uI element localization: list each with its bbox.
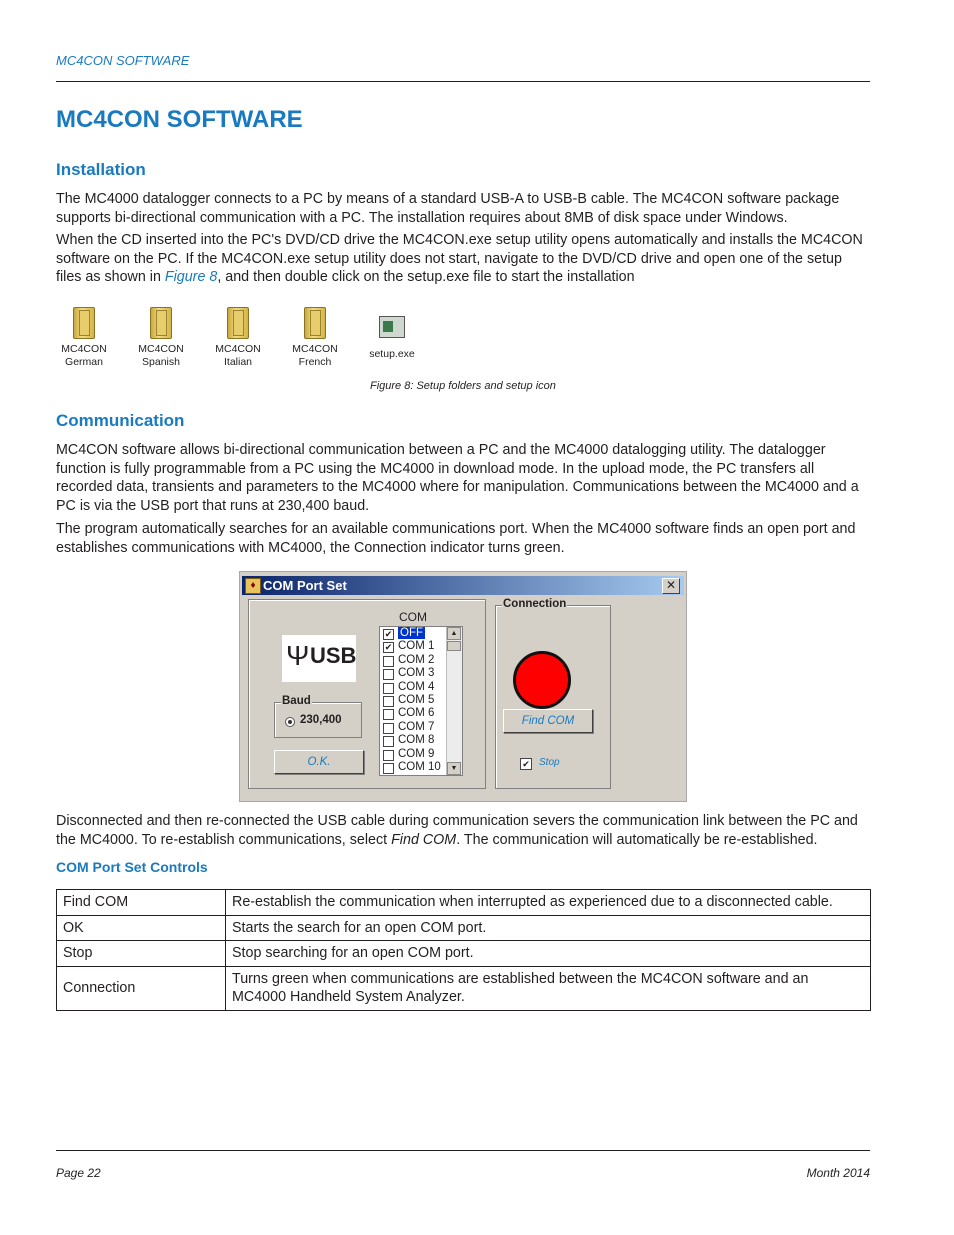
baud-radio[interactable] (285, 717, 295, 727)
controls-table (56, 889, 871, 1011)
scroll-up-icon[interactable]: ▲ (447, 627, 461, 640)
com-item-label: COM 9 (398, 747, 435, 760)
communication-heading: Communication (56, 411, 185, 430)
header-rule (56, 81, 870, 82)
folder-icon (73, 307, 95, 339)
folder-german[interactable]: MC4CON German (49, 307, 119, 369)
checkbox-icon[interactable]: ✔ (384, 629, 393, 639)
dialog-title: COM Port Set (263, 578, 347, 593)
footer-rule (56, 1150, 870, 1151)
baud-group (274, 695, 362, 738)
scroll-thumb[interactable] (447, 641, 461, 651)
control-description-cell: Turns green when communications are established between the MC4CON software and an MC4000 Handheld System Analyzer. (226, 966, 871, 1010)
checkbox-icon[interactable] (383, 723, 394, 734)
com-item-label: OFF (400, 627, 423, 639)
baud-value: 230,400 (300, 714, 342, 726)
reconnect-paragraph: Disconnected and then re-connected the USB cable during communication severs the communication link between the PC and the MC4000. To re-establish communications, select Find COM. The communication will automatically be re-established. (56, 813, 858, 848)
com-item-label: COM 1 (398, 640, 435, 653)
table-row (57, 966, 871, 1010)
running-head: MC4CON SOFTWARE (56, 53, 190, 68)
find-com-button[interactable]: Find COM (503, 709, 593, 733)
control-name-cell: OK (57, 915, 226, 941)
control-description-cell: Stop searching for an open COM port. (226, 941, 871, 967)
checkbox-icon[interactable] (383, 696, 394, 707)
connection-indicator (513, 651, 571, 709)
folder-french[interactable]: MC4CON French (280, 307, 350, 369)
close-button[interactable]: ✕ (662, 578, 680, 594)
checkbox-icon[interactable] (383, 656, 394, 667)
folder-italian[interactable]: MC4CON Italian (203, 307, 273, 369)
table-row (57, 915, 871, 941)
installation-para-2: When the CD inserted into the PC's DVD/CD drive the MC4CON.exe setup utility opens automatically and installs the MC4CON software on the PC. If the MC4CON.exe setup utility does not start, navigate to the DVD/CD drive and open one of the setup files as shown in Figure 8, and then double click on the setup.exe file to start the installation (56, 232, 863, 286)
control-name-cell: Stop (57, 941, 226, 967)
folder-spanish[interactable]: MC4CON Spanish (126, 307, 196, 369)
app-icon: ♦ (245, 578, 261, 594)
setup-exe[interactable]: setup.exe (357, 316, 427, 361)
checkbox-icon[interactable] (383, 736, 394, 747)
com-item-label: COM 5 (398, 693, 435, 706)
controls-heading: COM Port Set Controls (56, 859, 208, 875)
figure-8-link[interactable]: Figure 8 (164, 269, 218, 286)
com-label: COM (399, 610, 427, 624)
com-item-label: COM 8 (398, 734, 435, 747)
page-number: Page 22 (56, 1166, 101, 1180)
com-item-label: COM 6 (398, 707, 435, 720)
baud-label: Baud (282, 695, 311, 707)
setup-program-icon (379, 316, 405, 338)
com-item-label: COM 10 (398, 760, 441, 773)
installation-heading: Installation (56, 160, 146, 179)
folder-icon (304, 307, 326, 339)
page-title: MC4CON SOFTWARE (56, 106, 303, 133)
com-item-label: COM 2 (398, 653, 435, 666)
checkbox-icon[interactable] (383, 763, 394, 774)
control-description-cell: Starts the search for an open COM port. (226, 915, 871, 941)
dialog-titlebar[interactable] (242, 576, 684, 595)
com-item-label: COM 3 (398, 667, 435, 680)
checkbox-icon[interactable]: ✔ (384, 642, 393, 653)
communication-para-2: The program automatically searches for an available communications port. When the MC4000 software finds an open port and establishes communications with MC4000, the Connection indicator turns green. (56, 521, 856, 556)
table-row (57, 941, 871, 967)
com-item-label: COM 7 (398, 720, 435, 733)
communication-para-1: MC4CON software allows bi-directional communication between a PC and the MC4000 datalogging utility. The datalogger function is fully programmable from a PC using the MC4000 in download mode. In the upload mode, the PC transfers all recorded data, transients and parameters to the MC4000 where for manipulation. Communications between the MC4000 and a PC is via the USB port that runs at 230,400 baud. (56, 442, 859, 514)
checkbox-icon[interactable] (383, 750, 394, 761)
port-group (248, 599, 486, 789)
control-name-cell: Find COM (57, 890, 226, 916)
connection-label: Connection (503, 598, 567, 610)
scroll-down-icon[interactable]: ▼ (447, 762, 461, 775)
stop-label: Stop (539, 757, 560, 768)
com-list-scrollbar[interactable] (446, 627, 462, 775)
com-port-list[interactable] (379, 626, 463, 776)
checkbox-icon[interactable] (383, 683, 394, 694)
checkbox-icon[interactable] (383, 709, 394, 720)
usb-logo: Ψ USB (282, 635, 356, 682)
com-item-label: COM 4 (398, 680, 435, 693)
usb-icon: Ψ (286, 640, 310, 671)
installation-para-1: The MC4000 datalogger connects to a PC by means of a standard USB-A to USB-B cable. The MC4CON software package supports bi-directional communication with a PC. The installation requires about 8MB of disk space under Windows. (56, 191, 840, 226)
ok-button[interactable]: O.K. (274, 750, 364, 774)
stop-check-icon[interactable]: ✔ (520, 758, 532, 770)
footer-date: Month 2014 (806, 1166, 870, 1180)
com-port-set-dialog (239, 571, 687, 802)
folder-icon (150, 307, 172, 339)
control-name-cell: Connection (57, 966, 226, 1010)
control-description-cell: Re-establish the communication when interrupted as experienced due to a disconnected cable. (226, 890, 871, 916)
folder-icon (227, 307, 249, 339)
checkbox-icon[interactable] (383, 669, 394, 680)
table-row (57, 890, 871, 916)
figure-8-caption: Figure 8: Setup folders and setup icon (370, 380, 556, 392)
